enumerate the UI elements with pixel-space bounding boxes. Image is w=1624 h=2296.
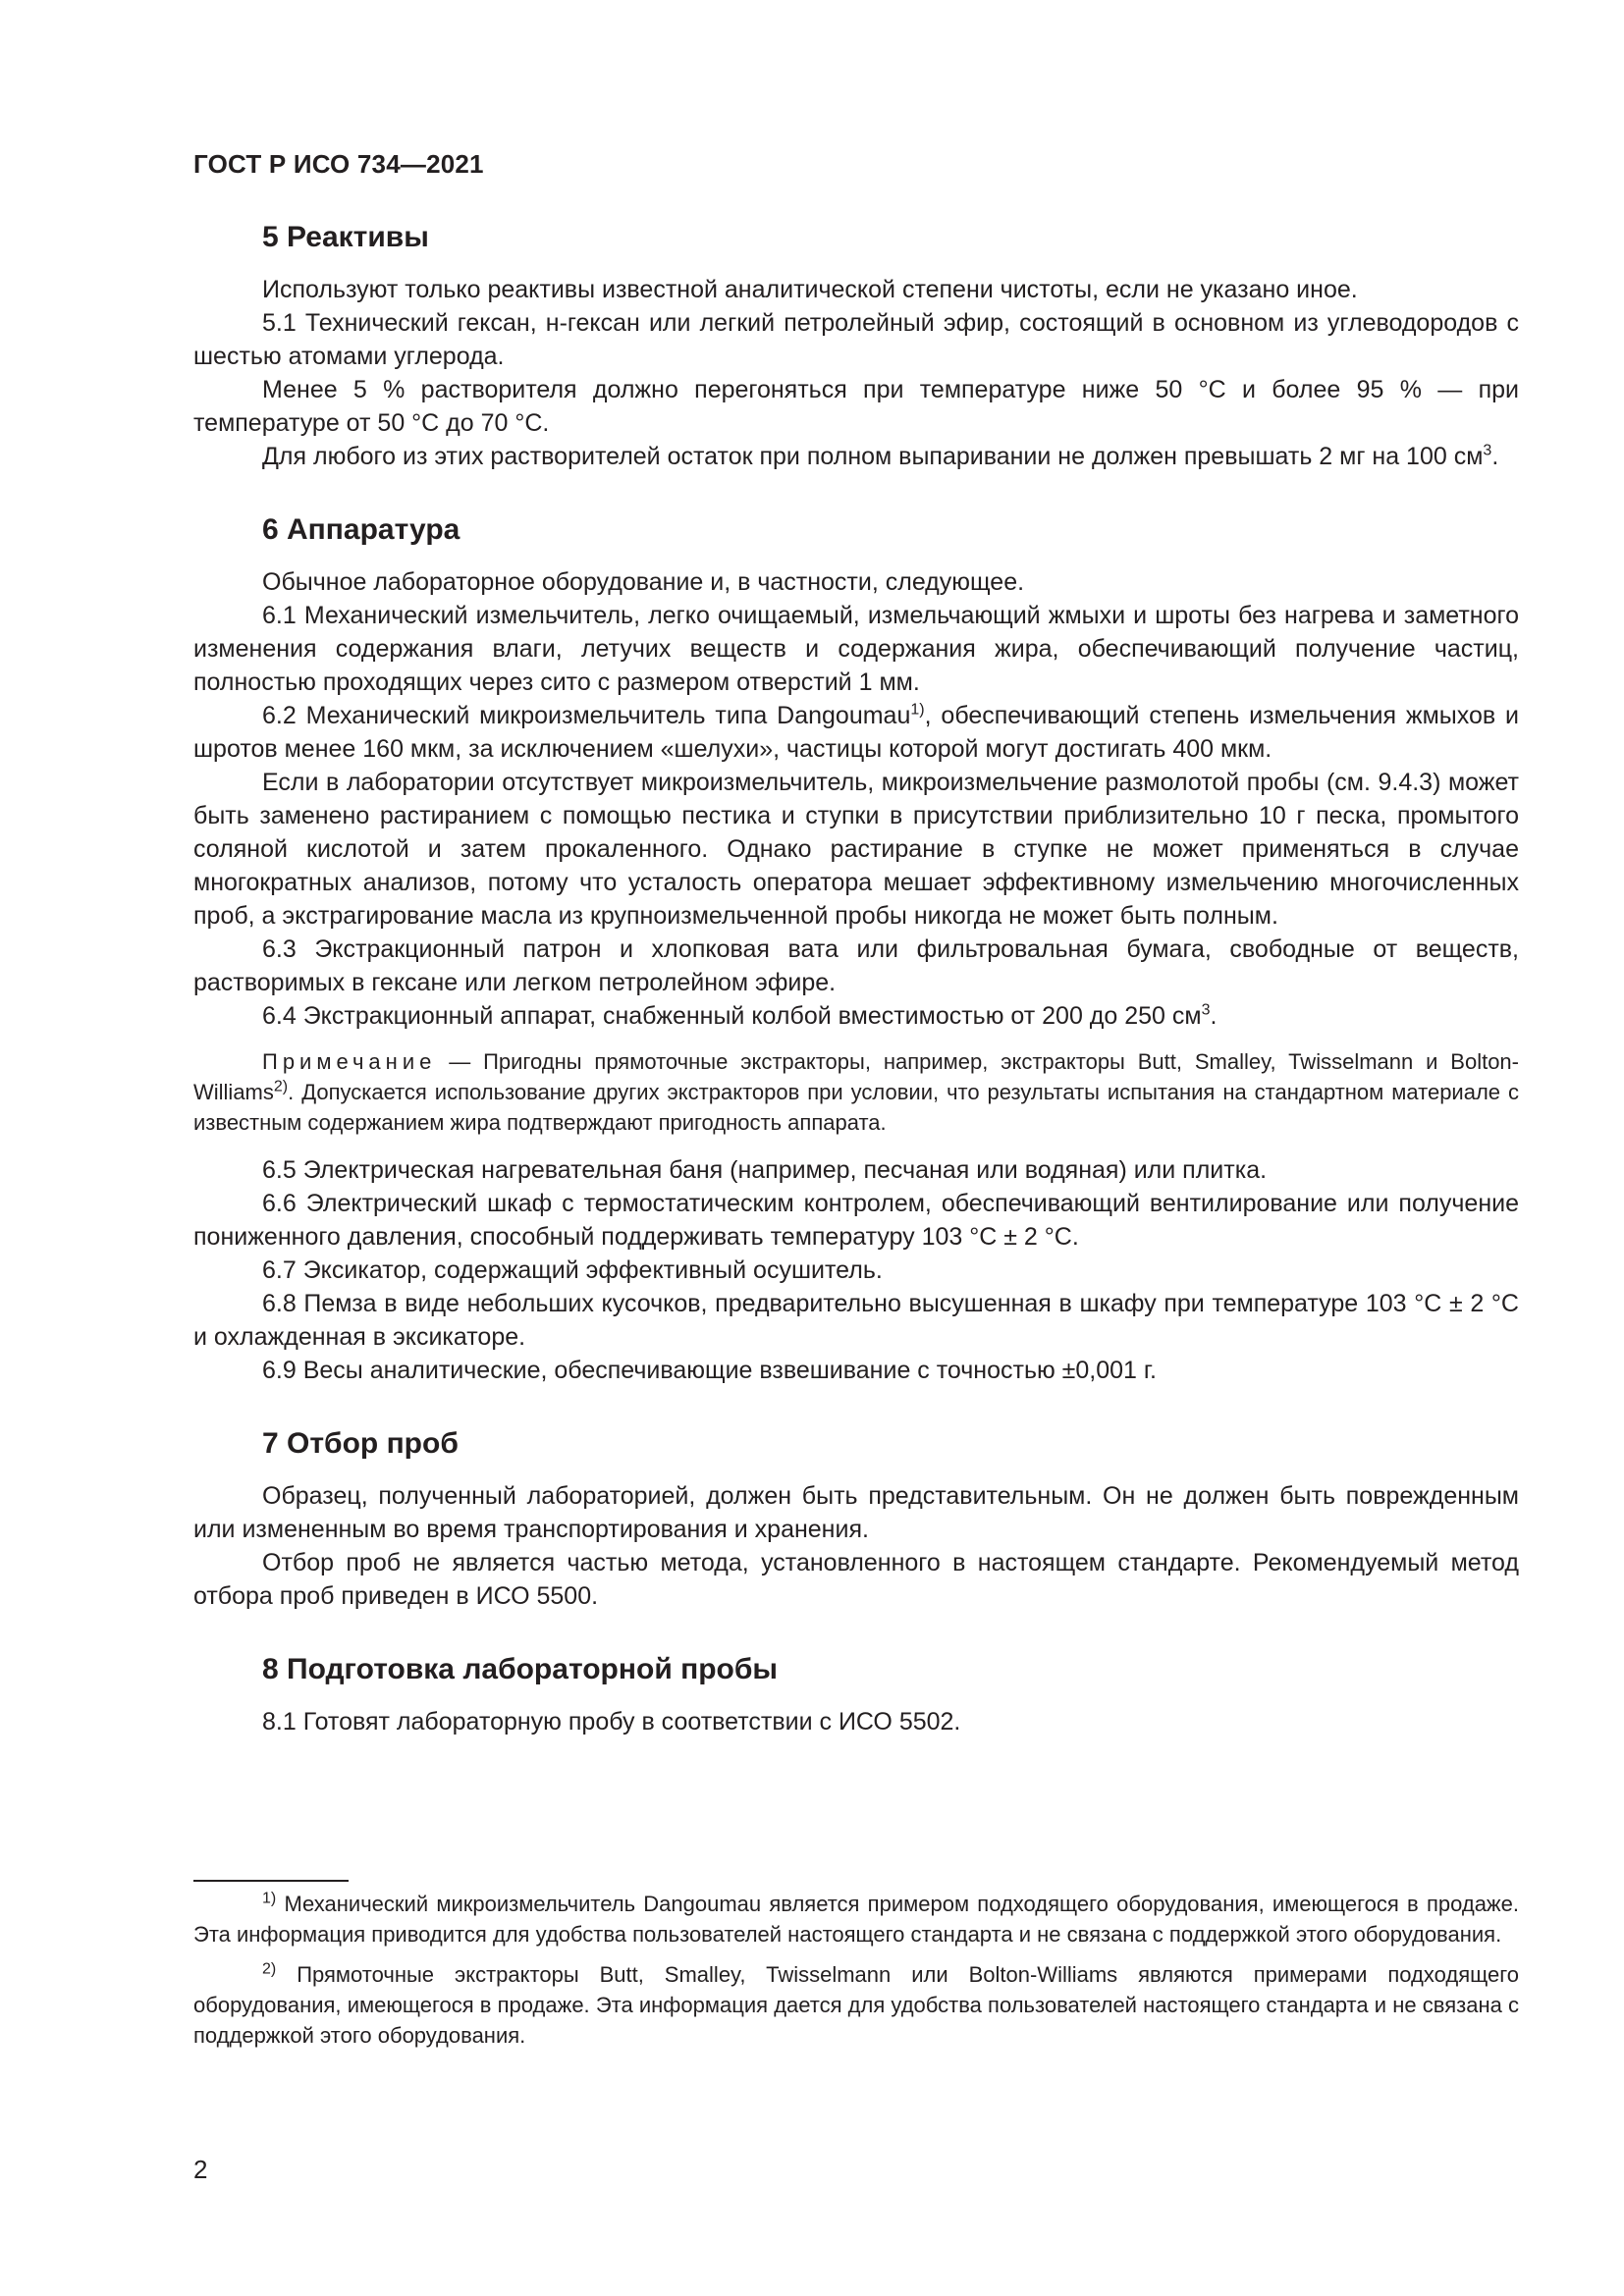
paragraph-text: 6.4 Экстракционный аппарат, снабженный колбой вместимостью от 200 до 250 см — [262, 1002, 1202, 1030]
paragraph: Отбор проб не является частью метода, установленного в настоящем стандарте. Рекомендуемый метод отбора проб приведен в ИСО 5500. — [193, 1549, 1519, 1610]
paragraph: Используют только реактивы известной аналитической степени чистоты, если не указано иное. — [262, 276, 1358, 303]
paragraph: 6.1 Механический измельчитель, легко очищаемый, измельчающий жмыхи и шроты без нагрева и заметного изменения содержания влаги, летучих веществ и содержания жира, обеспечивающий получение частиц, полностью проходящих через сито с размером отверстий 1 мм. — [193, 602, 1519, 696]
section-7 — [193, 1424, 1519, 1613]
paragraph-text: 6.2 Механический микроизмельчитель типа Dangoumau — [262, 702, 911, 729]
footnote-1 — [193, 1889, 1519, 1949]
section-6 — [193, 510, 1519, 1387]
document-header: ГОСТ Р ИСО 734—2021 — [193, 149, 484, 179]
section-5 — [193, 218, 1519, 473]
paragraph: 5.1 Технический гексан, н-гексан или легкий петролейный эфир, состоящий в основном из углеводородов с шестью атомами углерода. — [193, 309, 1519, 370]
paragraph-end: . — [1491, 443, 1499, 470]
section-heading: 6 Аппаратура — [262, 513, 460, 546]
note — [193, 1046, 1519, 1138]
paragraph: Менее 5 % растворителя должно перегоняться при температуре ниже 50 °С и более 95 % — при температуре от 50 °С до 70 °С. — [193, 376, 1519, 437]
section-heading: 5 Реактивы — [262, 221, 429, 253]
footnote-text: Механический микроизмельчитель Dangoumau является примером подходящего оборудования, имеющегося в продаже. Эта информация приводится для удобства пользователей настоящего стандарта и не связана с поддержкой этого оборудования. — [193, 1892, 1519, 1947]
paragraph: 6.5 Электрическая нагревательная баня (например, песчаная или водяная) или плитка. — [262, 1156, 1268, 1184]
footnote-ref-2[interactable]: 2) — [273, 1078, 289, 1095]
page-number: 2 — [193, 2155, 208, 2184]
note-text: — Пригодны прямоточные экстракторы, например, экстракторы Butt, Smalley, Twisselmann и Bolton-Williams — [193, 1049, 1519, 1104]
footnote-ref-1[interactable]: 1) — [910, 701, 925, 719]
footnote-2 — [193, 1959, 1519, 2051]
paragraph: Если в лаборатории отсутствует микроизмельчитель, микроизмельчение размолотой пробы (см. 9.4.3) может быть заменено растиранием с помощью пестика и ступки в присутствии приблизительно 10 г песка, промытого соляной кислотой и затем прокаленного. Однако растирание в ступке не может применяться в случае многократных анализов, потому что усталость оператора мешает эффективному измельчению многочисленных проб, а экстрагирование масла из крупноизмельченной пробы никогда не может быть полным. — [193, 769, 1519, 930]
paragraph: Обычное лабораторное оборудование и, в частности, следующее. — [262, 568, 1025, 596]
paragraph: 6.9 Весы аналитические, обеспечивающие взвешивание с точностью ±0,001 г. — [262, 1357, 1157, 1384]
paragraph — [193, 440, 1519, 473]
section-heading: 7 Отбор проб — [262, 1427, 459, 1460]
paragraph: 6.3 Экстракционный патрон и хлопковая вата или фильтровальная бумага, свободные от веществ, растворимых в гексане или легком петролейном эфире. — [193, 935, 1519, 996]
paragraph: 6.6 Электрический шкаф с термостатическим контролем, обеспечивающий вентилирование или получение пониженного давления, способный поддерживать температуру 103 °С ± 2 °С. — [193, 1190, 1519, 1251]
section-heading: 8 Подготовка лабораторной пробы — [262, 1653, 779, 1685]
section-8 — [193, 1650, 1519, 1738]
footnote-mark: 2) — [262, 1960, 277, 1978]
paragraph-text: , обеспечивающий степень измельчения жмыхов и шротов менее 160 мкм, за исключением «шелухи», частицы которой могут достигать 400 мкм. — [193, 702, 1519, 763]
superscript: 3 — [1483, 442, 1492, 459]
paragraph — [193, 699, 1519, 766]
footnote-mark: 1) — [262, 1890, 277, 1907]
paragraph: 8.1 Готовят лабораторную пробу в соответствии с ИСО 5502. — [262, 1708, 961, 1735]
document-page — [193, 0, 1519, 2296]
superscript: 3 — [1201, 1001, 1211, 1019]
paragraph-text: Для любого из этих растворителей остаток при полном выпаривании не должен превышать 2 мг на 100 см — [262, 443, 1484, 470]
paragraph: 6.8 Пемза в виде небольших кусочков, предварительно высушенная в шкафу при температуре 103 °С ± 2 °С и охлажденная в эксикаторе. — [193, 1290, 1519, 1351]
note-label: Примечание — [262, 1049, 437, 1074]
note-text: . Допускается использование других экстракторов при условии, что результаты испытания на стандартном материале с известным содержанием жира подтверждают пригодность аппарата. — [193, 1080, 1519, 1135]
paragraph: Образец, полученный лабораторией, должен быть представительным. Он не должен быть поврежденным или измененным во время транспортирования и хранения. — [193, 1482, 1519, 1543]
footnote-divider — [193, 1880, 349, 1882]
document-body — [193, 218, 1519, 1738]
paragraph-end: . — [1210, 1002, 1218, 1030]
footnote-text: Прямоточные экстракторы Butt, Smalley, Twisselmann или Bolton-Williams являются примерами подходящего оборудования, имеющегося в продаже. Эта информация дается для удобства пользователей настоящего стандарта и не связана с поддержкой этого оборудования. — [193, 1962, 1519, 2048]
footnotes — [193, 1889, 1519, 2051]
paragraph: 6.7 Эксикатор, содержащий эффективный осушитель. — [262, 1256, 883, 1284]
paragraph — [193, 999, 1519, 1033]
